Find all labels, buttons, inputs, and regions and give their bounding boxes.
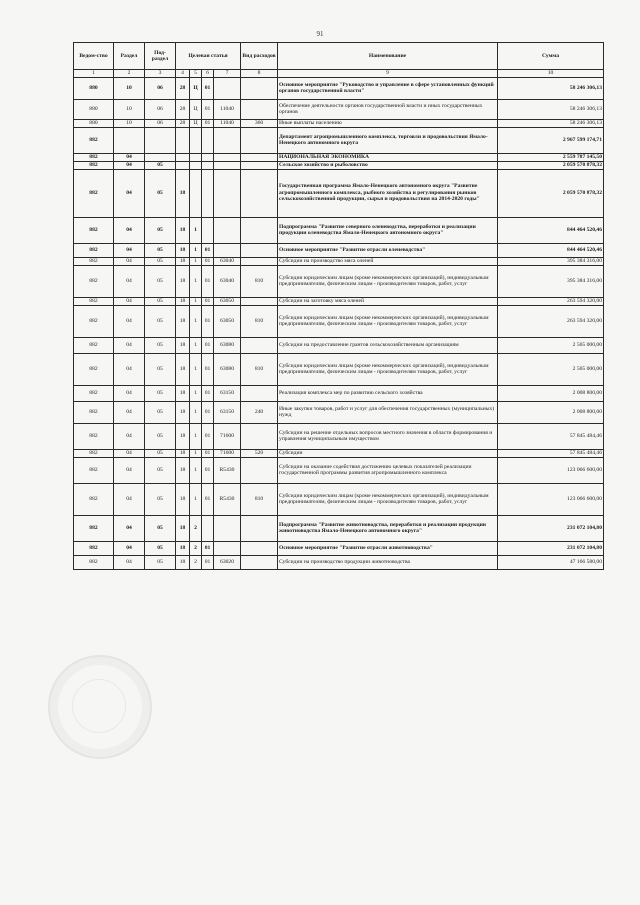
- cell-cs-program: 18: [176, 483, 190, 515]
- table-row: [74, 449, 604, 457]
- cell-razdel: 04: [114, 423, 145, 449]
- cell-podrazdel: 05: [145, 265, 176, 297]
- cell-vid-rashodov: [241, 153, 278, 161]
- cell-vid-rashodov: [241, 457, 278, 483]
- cell-cs-subprogram: [190, 153, 202, 161]
- cell-razdel: 04: [114, 169, 145, 217]
- cell-razdel: 04: [114, 541, 145, 555]
- cell-cs-subprogram: 1: [190, 257, 202, 265]
- cell-summa: 2 565 000,00: [498, 337, 604, 353]
- cell-naimenovanie: Субсидии на производство мяса оленей: [278, 257, 498, 265]
- cell-podrazdel: 05: [145, 401, 176, 423]
- cell-summa: 395 384 316,00: [498, 257, 604, 265]
- cell-naimenovanie: Субсидии юридическим лицам (кроме некоммерческих организаций), индивидуальным предпринимателям, физическим лицам - производителям товаров, работ, услуг: [278, 265, 498, 297]
- cell-vid-rashodov: 810: [241, 353, 278, 385]
- cell-razdel: 04: [114, 353, 145, 385]
- cell-vid-rashodov: [241, 169, 278, 217]
- cell-vedomstvo: 882: [74, 169, 114, 217]
- cell-cs-event: [202, 217, 214, 243]
- budget-table: [73, 42, 604, 570]
- column-number: 7: [214, 70, 241, 78]
- cell-vid-rashodov: [241, 257, 278, 265]
- cell-razdel: 04: [114, 401, 145, 423]
- cell-vid-rashodov: [241, 337, 278, 353]
- cell-vid-rashodov: 810: [241, 305, 278, 337]
- cell-cs-direction: [214, 541, 241, 555]
- cell-cs-direction: [214, 153, 241, 161]
- header-summa: Сумма: [498, 43, 604, 70]
- table-row: [74, 297, 604, 305]
- table-row: [74, 457, 604, 483]
- table-row: [74, 305, 604, 337]
- cell-razdel: 04: [114, 457, 145, 483]
- cell-razdel: 10: [114, 77, 145, 99]
- cell-razdel: 04: [114, 337, 145, 353]
- cell-summa: 2 559 787 145,50: [498, 153, 604, 161]
- cell-cs-program: 18: [176, 401, 190, 423]
- cell-vedomstvo: 882: [74, 541, 114, 555]
- cell-cs-direction: [214, 169, 241, 217]
- cell-cs-event: 01: [202, 243, 214, 257]
- cell-cs-event: 01: [202, 483, 214, 515]
- cell-vid-rashodov: [241, 385, 278, 401]
- cell-cs-program: 18: [176, 217, 190, 243]
- cell-summa: 263 594 320,00: [498, 297, 604, 305]
- cell-podrazdel: [145, 153, 176, 161]
- cell-vid-rashodov: 520: [241, 449, 278, 457]
- cell-summa: 57 845 484,46: [498, 423, 604, 449]
- cell-cs-direction: 63050: [214, 297, 241, 305]
- cell-summa: 2 967 599 174,71: [498, 127, 604, 153]
- cell-vedomstvo: 882: [74, 337, 114, 353]
- cell-cs-program: 18: [176, 353, 190, 385]
- cell-naimenovanie: Основное мероприятие "Развитие отрасли оленеводства": [278, 243, 498, 257]
- cell-podrazdel: 05: [145, 457, 176, 483]
- cell-razdel: 10: [114, 99, 145, 119]
- cell-vid-rashodov: [241, 77, 278, 99]
- cell-vedomstvo: 882: [74, 127, 114, 153]
- cell-cs-subprogram: Ц: [190, 99, 202, 119]
- cell-cs-direction: 71600: [214, 449, 241, 457]
- cell-vedomstvo: 880: [74, 99, 114, 119]
- cell-summa: 58 246 306,13: [498, 99, 604, 119]
- cell-cs-subprogram: 1: [190, 423, 202, 449]
- cell-vedomstvo: 882: [74, 257, 114, 265]
- cell-vid-rashodov: [241, 127, 278, 153]
- cell-vid-rashodov: [241, 541, 278, 555]
- cell-razdel: 04: [114, 161, 145, 169]
- cell-podrazdel: 06: [145, 77, 176, 99]
- table-header-row: [74, 43, 604, 70]
- header-razdel: Раздел: [114, 43, 145, 70]
- column-number: 10: [498, 70, 604, 78]
- cell-cs-subprogram: 1: [190, 217, 202, 243]
- cell-vid-rashodov: [241, 423, 278, 449]
- cell-vedomstvo: 882: [74, 457, 114, 483]
- cell-vedomstvo: 882: [74, 305, 114, 337]
- cell-naimenovanie: Подпрограмма "Развитие животноводства, переработки и реализации продукции животноводства Ямало-Ненецкого автономного округа": [278, 515, 498, 541]
- table-row: [74, 423, 604, 449]
- cell-naimenovanie: Субсидии на оказание содействия достижению целевых показателей реализации государственной программы развития агропромышленного комплекса: [278, 457, 498, 483]
- table-row: [74, 127, 604, 153]
- cell-vid-rashodov: 810: [241, 265, 278, 297]
- cell-cs-subprogram: [190, 161, 202, 169]
- table-row: [74, 401, 604, 423]
- cell-cs-direction: [214, 161, 241, 169]
- cell-razdel: 04: [114, 297, 145, 305]
- cell-cs-program: 18: [176, 457, 190, 483]
- cell-vedomstvo: 882: [74, 217, 114, 243]
- page-number: 91: [316, 30, 324, 38]
- cell-cs-event: [202, 127, 214, 153]
- cell-podrazdel: 05: [145, 423, 176, 449]
- cell-cs-direction: [214, 515, 241, 541]
- cell-cs-event: 01: [202, 99, 214, 119]
- cell-cs-subprogram: 2: [190, 555, 202, 569]
- cell-cs-event: [202, 515, 214, 541]
- cell-naimenovanie: Субсидии на предоставление грантов сельскохозяйственным организациям: [278, 337, 498, 353]
- cell-cs-subprogram: 1: [190, 483, 202, 515]
- cell-cs-direction: 63080: [214, 353, 241, 385]
- table-row: [74, 77, 604, 99]
- cell-cs-program: [176, 153, 190, 161]
- cell-cs-event: 01: [202, 555, 214, 569]
- cell-summa: 2 008 800,00: [498, 385, 604, 401]
- cell-cs-event: 01: [202, 449, 214, 457]
- cell-cs-subprogram: 1: [190, 265, 202, 297]
- column-number: 2: [114, 70, 145, 78]
- cell-vid-rashodov: [241, 555, 278, 569]
- table-row: [74, 169, 604, 217]
- column-number: 1: [74, 70, 114, 78]
- cell-cs-program: 18: [176, 449, 190, 457]
- cell-cs-subprogram: Ц: [190, 119, 202, 127]
- cell-summa: 263 594 320,00: [498, 305, 604, 337]
- cell-cs-event: 01: [202, 385, 214, 401]
- header-vedomstvo: Ведом-ство: [74, 43, 114, 70]
- cell-naimenovanie: Субсидии юридическим лицам (кроме некоммерческих организаций), индивидуальным предпринимателям, физическим лицам - производителям товаров, работ, услуг: [278, 305, 498, 337]
- cell-cs-subprogram: 1: [190, 401, 202, 423]
- cell-podrazdel: 05: [145, 243, 176, 257]
- cell-cs-program: 18: [176, 169, 190, 217]
- cell-vid-rashodov: [241, 243, 278, 257]
- cell-cs-direction: 63040: [214, 257, 241, 265]
- cell-cs-direction: R5430: [214, 483, 241, 515]
- header-naimenovanie: Наименование: [278, 43, 498, 70]
- cell-naimenovanie: Сельское хозяйство и рыболовство: [278, 161, 498, 169]
- cell-cs-event: 01: [202, 77, 214, 99]
- cell-cs-event: 01: [202, 265, 214, 297]
- cell-cs-program: 18: [176, 385, 190, 401]
- cell-podrazdel: 05: [145, 305, 176, 337]
- cell-naimenovanie: Подпрограмма "Развитие северного оленеводства, переработки и реализации продукции оленеводства Ямало-Ненецкого автономного округа": [278, 217, 498, 243]
- cell-cs-event: 01: [202, 457, 214, 483]
- cell-razdel: 10: [114, 119, 145, 127]
- cell-summa: 58 246 306,13: [498, 119, 604, 127]
- cell-podrazdel: 05: [145, 555, 176, 569]
- cell-naimenovanie: Иные закупки товаров, работ и услуг для обеспечения государственных (муниципальных) нужд: [278, 401, 498, 423]
- table-row: [74, 385, 604, 401]
- cell-vid-rashodov: [241, 99, 278, 119]
- cell-cs-direction: [214, 243, 241, 257]
- cell-podrazdel: 05: [145, 161, 176, 169]
- cell-summa: 2 059 570 878,32: [498, 161, 604, 169]
- cell-cs-program: 28: [176, 77, 190, 99]
- cell-cs-direction: 11040: [214, 119, 241, 127]
- cell-vid-rashodov: [241, 515, 278, 541]
- header-podrazdel: Под-раздел: [145, 43, 176, 70]
- cell-summa: 2 059 570 878,32: [498, 169, 604, 217]
- cell-cs-direction: 63150: [214, 401, 241, 423]
- cell-vid-rashodov: [241, 297, 278, 305]
- cell-cs-subprogram: 1: [190, 297, 202, 305]
- cell-podrazdel: 05: [145, 169, 176, 217]
- cell-cs-subprogram: 1: [190, 449, 202, 457]
- cell-naimenovanie: Субсидии на производство продукции животноводства: [278, 555, 498, 569]
- header-vid-rashodov: Вид расходов: [241, 43, 278, 70]
- cell-vedomstvo: 882: [74, 385, 114, 401]
- cell-razdel: 04: [114, 243, 145, 257]
- cell-cs-subprogram: 1: [190, 305, 202, 337]
- cell-cs-program: 18: [176, 337, 190, 353]
- cell-naimenovanie: Основное мероприятие "Развитие отрасли животноводства": [278, 541, 498, 555]
- cell-cs-program: [176, 127, 190, 153]
- cell-cs-event: 01: [202, 401, 214, 423]
- cell-cs-direction: R5430: [214, 457, 241, 483]
- table-row: [74, 483, 604, 515]
- table-row: [74, 555, 604, 569]
- cell-razdel: 04: [114, 305, 145, 337]
- cell-cs-subprogram: 1: [190, 457, 202, 483]
- cell-razdel: 04: [114, 153, 145, 161]
- cell-cs-event: 01: [202, 119, 214, 127]
- cell-summa: 2 565 000,00: [498, 353, 604, 385]
- cell-cs-direction: 63050: [214, 305, 241, 337]
- cell-cs-event: 01: [202, 257, 214, 265]
- table-row: [74, 337, 604, 353]
- cell-podrazdel: 06: [145, 99, 176, 119]
- cell-summa: 123 066 600,00: [498, 457, 604, 483]
- cell-cs-event: [202, 153, 214, 161]
- cell-vedomstvo: 882: [74, 423, 114, 449]
- cell-podrazdel: 05: [145, 257, 176, 265]
- cell-razdel: 04: [114, 265, 145, 297]
- official-stamp: [48, 655, 152, 759]
- cell-vedomstvo: 882: [74, 265, 114, 297]
- cell-cs-event: 01: [202, 541, 214, 555]
- cell-naimenovanie: НАЦИОНАЛЬНАЯ ЭКОНОМИКА: [278, 153, 498, 161]
- cell-naimenovanie: Основное мероприятие "Руководство и управление в сфере установленных функций органов государственной власти": [278, 77, 498, 99]
- cell-podrazdel: 05: [145, 483, 176, 515]
- cell-podrazdel: 05: [145, 515, 176, 541]
- cell-vedomstvo: 880: [74, 77, 114, 99]
- cell-podrazdel: 05: [145, 385, 176, 401]
- cell-summa: 123 066 600,00: [498, 483, 604, 515]
- column-number: 9: [278, 70, 498, 78]
- cell-naimenovanie: Субсидии на заготовку мяса оленей: [278, 297, 498, 305]
- cell-cs-program: 18: [176, 265, 190, 297]
- column-number: 8: [241, 70, 278, 78]
- table-row: [74, 153, 604, 161]
- cell-vedomstvo: 882: [74, 243, 114, 257]
- table-row: [74, 541, 604, 555]
- cell-summa: 231 072 104,80: [498, 515, 604, 541]
- cell-razdel: 04: [114, 515, 145, 541]
- cell-vedomstvo: 882: [74, 555, 114, 569]
- cell-podrazdel: 05: [145, 449, 176, 457]
- table-row: [74, 119, 604, 127]
- cell-cs-subprogram: [190, 169, 202, 217]
- cell-vid-rashodov: [241, 217, 278, 243]
- cell-cs-program: 18: [176, 305, 190, 337]
- cell-cs-program: 18: [176, 515, 190, 541]
- cell-cs-event: 01: [202, 297, 214, 305]
- cell-podrazdel: 06: [145, 119, 176, 127]
- cell-razdel: 04: [114, 385, 145, 401]
- cell-razdel: 04: [114, 217, 145, 243]
- cell-cs-program: 18: [176, 555, 190, 569]
- cell-vedomstvo: 882: [74, 515, 114, 541]
- cell-vedomstvo: 882: [74, 153, 114, 161]
- column-number: 6: [202, 70, 214, 78]
- cell-summa: 2 008 800,00: [498, 401, 604, 423]
- header-celevaya-statya: Целевая статья: [176, 43, 241, 70]
- cell-naimenovanie: Иные выплаты населению: [278, 119, 498, 127]
- cell-cs-direction: 71600: [214, 423, 241, 449]
- cell-razdel: 04: [114, 555, 145, 569]
- cell-cs-program: 28: [176, 99, 190, 119]
- cell-cs-subprogram: 1: [190, 385, 202, 401]
- table-row: [74, 217, 604, 243]
- cell-naimenovanie: Государственная программа Ямало-Ненецкого автономного округа "Развитие агропромышленного комплекса, рыбного хозяйства и регулирования рынков сельскохозяйственной продукции, сырья и продовольствия на 2014-2020 годы": [278, 169, 498, 217]
- cell-cs-subprogram: 1: [190, 337, 202, 353]
- table-row: [74, 265, 604, 297]
- cell-cs-program: 28: [176, 119, 190, 127]
- cell-cs-direction: [214, 77, 241, 99]
- cell-cs-event: 01: [202, 423, 214, 449]
- table-row: [74, 243, 604, 257]
- cell-naimenovanie: Реализация комплекса мер по развитию сельского хозяйства: [278, 385, 498, 401]
- cell-razdel: 04: [114, 257, 145, 265]
- cell-naimenovanie: Субсидии на решение отдельных вопросов местного значения в области формирования и управления муниципальным имуществом: [278, 423, 498, 449]
- column-number-row: [74, 70, 604, 78]
- cell-cs-program: 18: [176, 423, 190, 449]
- table-row: [74, 161, 604, 169]
- cell-naimenovanie: Субсидии юридическим лицам (кроме некоммерческих организаций), индивидуальным предпринимателям, физическим лицам - производителям товаров, работ, услуг: [278, 353, 498, 385]
- cell-cs-subprogram: 1: [190, 353, 202, 385]
- table-row: [74, 257, 604, 265]
- cell-vedomstvo: 882: [74, 297, 114, 305]
- cell-cs-event: 01: [202, 353, 214, 385]
- cell-vid-rashodov: [241, 161, 278, 169]
- cell-podrazdel: 05: [145, 541, 176, 555]
- cell-vid-rashodov: 240: [241, 401, 278, 423]
- column-number: 4: [176, 70, 190, 78]
- cell-cs-direction: 63080: [214, 337, 241, 353]
- cell-cs-subprogram: 1: [190, 243, 202, 257]
- cell-cs-program: 18: [176, 541, 190, 555]
- table-row: [74, 99, 604, 119]
- cell-cs-direction: 63020: [214, 555, 241, 569]
- cell-cs-program: 18: [176, 297, 190, 305]
- cell-naimenovanie: Департамент агропромышленного комплекса, торговли и продовольствия Ямало-Ненецкого автономного округа: [278, 127, 498, 153]
- cell-vedomstvo: 882: [74, 353, 114, 385]
- column-number: 5: [190, 70, 202, 78]
- cell-cs-direction: [214, 217, 241, 243]
- cell-podrazdel: 05: [145, 337, 176, 353]
- column-number: 3: [145, 70, 176, 78]
- cell-summa: 844 464 520,46: [498, 217, 604, 243]
- cell-cs-direction: 63150: [214, 385, 241, 401]
- cell-cs-program: 18: [176, 243, 190, 257]
- cell-cs-direction: [214, 127, 241, 153]
- cell-vid-rashodov: 810: [241, 483, 278, 515]
- cell-cs-direction: 63040: [214, 265, 241, 297]
- cell-summa: 231 072 104,80: [498, 541, 604, 555]
- cell-cs-subprogram: Ц: [190, 77, 202, 99]
- cell-cs-program: [176, 161, 190, 169]
- cell-cs-direction: 11040: [214, 99, 241, 119]
- cell-cs-event: 01: [202, 305, 214, 337]
- cell-naimenovanie: Субсидии юридическим лицам (кроме некоммерческих организаций), индивидуальным предпринимателям, физическим лицам - производителям товаров, работ, услуг: [278, 483, 498, 515]
- cell-razdel: 04: [114, 483, 145, 515]
- cell-naimenovanie: Субсидии: [278, 449, 498, 457]
- cell-vedomstvo: 882: [74, 401, 114, 423]
- cell-cs-event: 01: [202, 337, 214, 353]
- cell-vedomstvo: 880: [74, 119, 114, 127]
- cell-podrazdel: 05: [145, 353, 176, 385]
- cell-razdel: [114, 127, 145, 153]
- cell-vedomstvo: 882: [74, 483, 114, 515]
- cell-cs-event: [202, 161, 214, 169]
- cell-summa: 395 384 316,00: [498, 265, 604, 297]
- cell-naimenovanie: Обеспечение деятельности органов государственной власти и иных государственных органов: [278, 99, 498, 119]
- table-row: [74, 515, 604, 541]
- cell-summa: 58 246 306,13: [498, 77, 604, 99]
- cell-vedomstvo: 882: [74, 161, 114, 169]
- cell-vid-rashodov: 360: [241, 119, 278, 127]
- cell-cs-subprogram: 2: [190, 541, 202, 555]
- table-row: [74, 353, 604, 385]
- cell-summa: 57 845 484,46: [498, 449, 604, 457]
- cell-razdel: 04: [114, 449, 145, 457]
- cell-cs-subprogram: [190, 127, 202, 153]
- cell-summa: 47 166 580,00: [498, 555, 604, 569]
- cell-vedomstvo: 882: [74, 449, 114, 457]
- cell-cs-event: [202, 169, 214, 217]
- cell-cs-subprogram: 2: [190, 515, 202, 541]
- cell-summa: 844 464 520,46: [498, 243, 604, 257]
- cell-podrazdel: 05: [145, 217, 176, 243]
- cell-podrazdel: 05: [145, 297, 176, 305]
- cell-podrazdel: [145, 127, 176, 153]
- cell-cs-program: 18: [176, 257, 190, 265]
